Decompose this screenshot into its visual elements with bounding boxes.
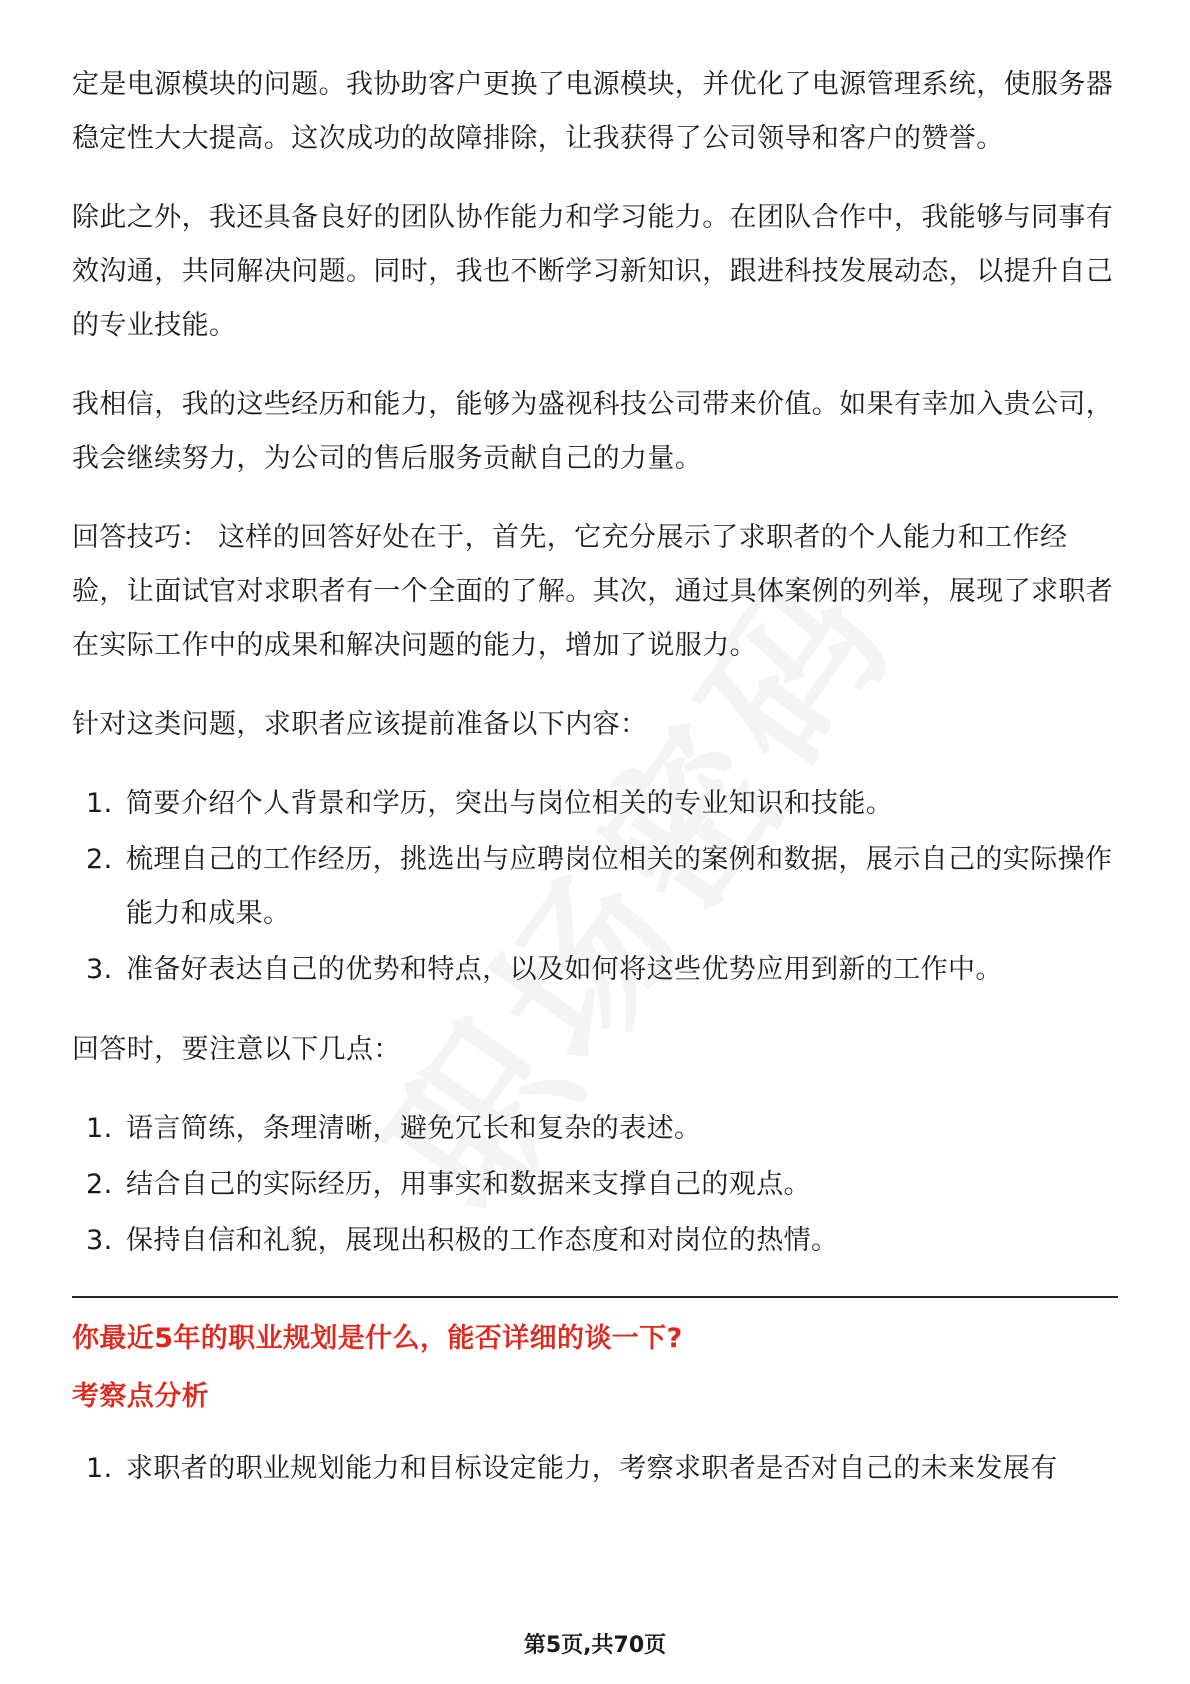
list-text: 梳理自己的工作经历，挑选出与应聘岗位相关的案例和数据，展示自己的实际操作能力和成果。 — [126, 844, 1113, 929]
list-number: 1. — [86, 1453, 113, 1484]
paragraph: 除此之外，我还具备良好的团队协作能力和学习能力。在团队合作中，我能够与同事有效沟通，共同解决问题。同时，我也不断学习新知识，跟进科技发展动态，以提升自己的专业技能。 — [72, 202, 1114, 341]
list-text: 保持自信和礼貌，展现出积极的工作态度和对岗位的热情。 — [126, 1225, 839, 1256]
page-content — [72, 58, 1118, 1522]
list-item — [72, 777, 1118, 831]
analysis-list — [72, 1442, 1118, 1496]
list-item — [72, 1102, 1118, 1156]
list-number: 2. — [86, 844, 113, 875]
list-item — [72, 833, 1118, 941]
page-footer: 第5页,共70页 — [523, 1633, 667, 1658]
notice-list — [72, 1102, 1118, 1268]
paragraph: 定是电源模块的问题。我协助客户更换了电源模块，并优化了电源管理系统，使服务器稳定性大大提高。这次成功的故障排除，让我获得了公司领导和客户的赞誉。 — [72, 69, 1114, 154]
question-title: 你最近5年的职业规划是什么，能否详细的谈一下? — [72, 1323, 683, 1354]
list-item — [72, 1442, 1118, 1496]
list-text: 准备好表达自己的优势和特点，以及如何将这些优势应用到新的工作中。 — [126, 954, 1003, 985]
question-subtitle: 考察点分析 — [72, 1381, 209, 1412]
list-number: 1. — [86, 788, 113, 819]
list-item — [72, 943, 1118, 997]
list-number: 1. — [86, 1113, 113, 1144]
list-item — [72, 1158, 1118, 1212]
paragraph: 针对这类问题，求职者应该提前准备以下内容： — [72, 709, 648, 740]
answer-tips-paragraph: 回答技巧： 这样的回答好处在于，首先，它充分展示了求职者的个人能力和工作经验，让面试官对求职者有一个全面的了解。其次，通过具体案例的列举，展现了求职者在实际工作中的成果和解决问题的能力，增加了说服力。 — [72, 522, 1114, 661]
list-text: 求职者的职业规划能力和目标设定能力，考察求职者是否对自己的未来发展有 — [126, 1453, 1058, 1484]
list-text: 简要介绍个人背景和学历，突出与岗位相关的专业知识和技能。 — [126, 788, 894, 819]
list-text: 语言简练，条理清晰，避免冗长和复杂的表述。 — [126, 1113, 702, 1144]
list-number: 3. — [86, 954, 113, 985]
prepare-list — [72, 777, 1118, 997]
list-number: 2. — [86, 1169, 113, 1200]
paragraph: 我相信，我的这些经历和能力，能够为盛视科技公司带来价值。如果有幸加入贵公司，我会继续努力，为公司的售后服务贡献自己的力量。 — [72, 389, 1114, 474]
list-item — [72, 1214, 1118, 1268]
list-text: 结合自己的实际经历，用事实和数据来支撑自己的观点。 — [126, 1169, 811, 1200]
paragraph: 回答时，要注意以下几点： — [72, 1034, 401, 1065]
section-divider — [72, 1296, 1118, 1298]
list-number: 3. — [86, 1225, 113, 1256]
